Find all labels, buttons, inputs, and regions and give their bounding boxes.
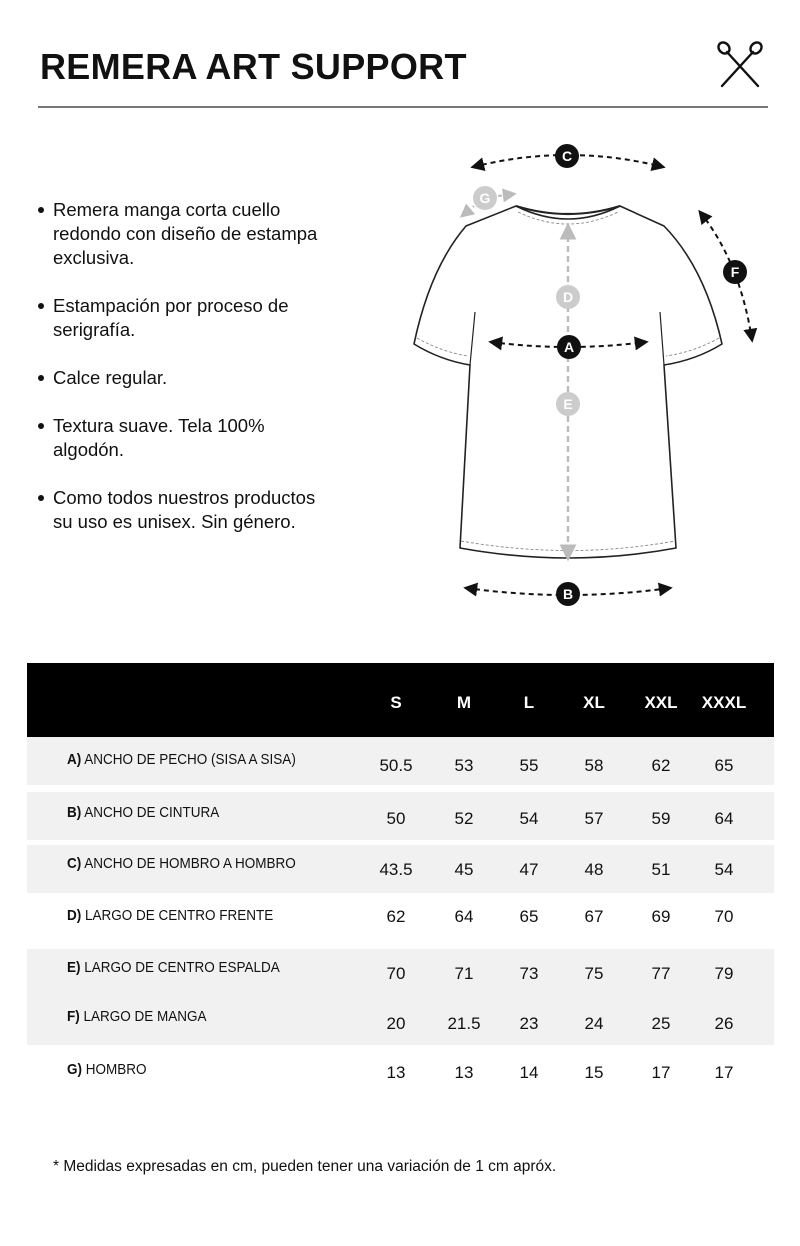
table-cell: 17 [714, 1063, 734, 1082]
table-cell: 25 [651, 1014, 671, 1033]
table-cell: 50.5 [379, 756, 413, 775]
table-row [27, 893, 774, 949]
table-cell: 53 [454, 756, 474, 775]
svg-text:E: E [563, 396, 573, 412]
table-row [27, 792, 774, 840]
table-cell: 21.5 [447, 1014, 481, 1033]
svg-text:B: B [562, 586, 574, 602]
table-row [27, 845, 774, 893]
table-cell: 62 [386, 907, 406, 926]
feature-item: Como todos nuestros productos su uso es unisex. Sin género. [36, 486, 336, 534]
table-cell: 62 [651, 756, 671, 775]
size-table [27, 663, 774, 1082]
table-cell: 23 [519, 1014, 539, 1033]
table-row [27, 949, 774, 997]
table-cell: 64 [714, 809, 734, 828]
row-label: C) ANCHO DE HOMBRO A HOMBRO [67, 855, 296, 872]
table-row [27, 737, 774, 785]
title-divider [38, 106, 768, 108]
svg-text:C: C [561, 148, 573, 164]
table-cell: 24 [584, 1014, 604, 1033]
size-header: L [523, 693, 535, 712]
table-cell: 69 [651, 907, 671, 926]
table-cell: 26 [714, 1014, 734, 1033]
row-label: B) ANCHO DE CINTURA [67, 804, 220, 821]
table-cell: 65 [714, 756, 734, 775]
table-cell: 15 [584, 1063, 604, 1082]
table-cell: 75 [584, 964, 604, 983]
table-cell: 67 [584, 907, 604, 926]
size-table-header [27, 663, 774, 737]
table-cell: 79 [714, 964, 734, 983]
table-cell: 55 [519, 756, 539, 775]
table-cell: 54 [519, 809, 539, 828]
table-cell: 48 [584, 860, 604, 879]
svg-text:F: F [730, 264, 740, 280]
table-row [27, 1045, 774, 1101]
table-cell: 77 [651, 964, 671, 983]
svg-text:A: A [563, 339, 575, 355]
table-cell: 43.5 [379, 860, 413, 879]
marker-a [557, 335, 581, 359]
footnote: * Medidas expresadas en cm, pueden tener una variación de 1 cm apróx. [53, 1158, 557, 1175]
table-cell: 73 [519, 964, 539, 983]
size-header: S [390, 693, 402, 712]
table-cell: 45 [454, 860, 474, 879]
table-cell: 70 [714, 907, 734, 926]
table-cell: 54 [714, 860, 734, 879]
marker-d [556, 285, 580, 309]
size-header: M [456, 693, 472, 712]
table-cell: 59 [651, 809, 671, 828]
table-cell: 17 [651, 1063, 671, 1082]
table-cell: 51 [651, 860, 671, 879]
marker-b [556, 582, 580, 606]
feature-item: Estampación por proceso de serigrafía. [36, 294, 336, 342]
table-cell: 47 [519, 860, 539, 879]
feature-list [36, 198, 336, 558]
table-cell: 71 [454, 964, 474, 983]
svg-text:D: D [562, 289, 574, 305]
feature-item: Calce regular. [36, 366, 336, 390]
table-cell: 65 [519, 907, 539, 926]
table-cell: 70 [386, 964, 406, 983]
marker-c [555, 144, 579, 168]
size-header: XXXL [701, 693, 747, 712]
svg-text:G: G [479, 190, 491, 206]
marker-e [556, 392, 580, 416]
row-label: F) LARGO DE MANGA [67, 1008, 207, 1025]
table-cell: 13 [454, 1063, 474, 1082]
scissors-icon [714, 40, 766, 92]
size-header: XL [583, 693, 605, 712]
table-cell: 57 [584, 809, 604, 828]
table-row [27, 997, 774, 1045]
table-cell: 50 [386, 809, 406, 828]
row-label: G) HOMBRO [67, 1061, 147, 1078]
page-title: REMERA ART SUPPORT [40, 46, 467, 87]
table-cell: 64 [454, 907, 474, 926]
table-cell: 13 [386, 1063, 406, 1082]
table-cell: 52 [454, 809, 474, 828]
table-cell: 58 [584, 756, 604, 775]
tshirt-measurement-diagram [400, 130, 780, 620]
table-cell: 20 [386, 1014, 406, 1033]
row-label: A) ANCHO DE PECHO (SISA A SISA) [67, 751, 296, 768]
size-header: XXL [644, 693, 678, 712]
marker-g [473, 186, 497, 210]
feature-item: Textura suave. Tela 100% algodón. [36, 414, 336, 462]
table-cell: 14 [519, 1063, 539, 1082]
marker-f [723, 260, 747, 284]
row-label: E) LARGO DE CENTRO ESPALDA [67, 959, 280, 976]
feature-item: Remera manga corta cuello redondo con diseño de estampa exclusiva. [36, 198, 336, 270]
row-label: D) LARGO DE CENTRO FRENTE [67, 907, 274, 924]
